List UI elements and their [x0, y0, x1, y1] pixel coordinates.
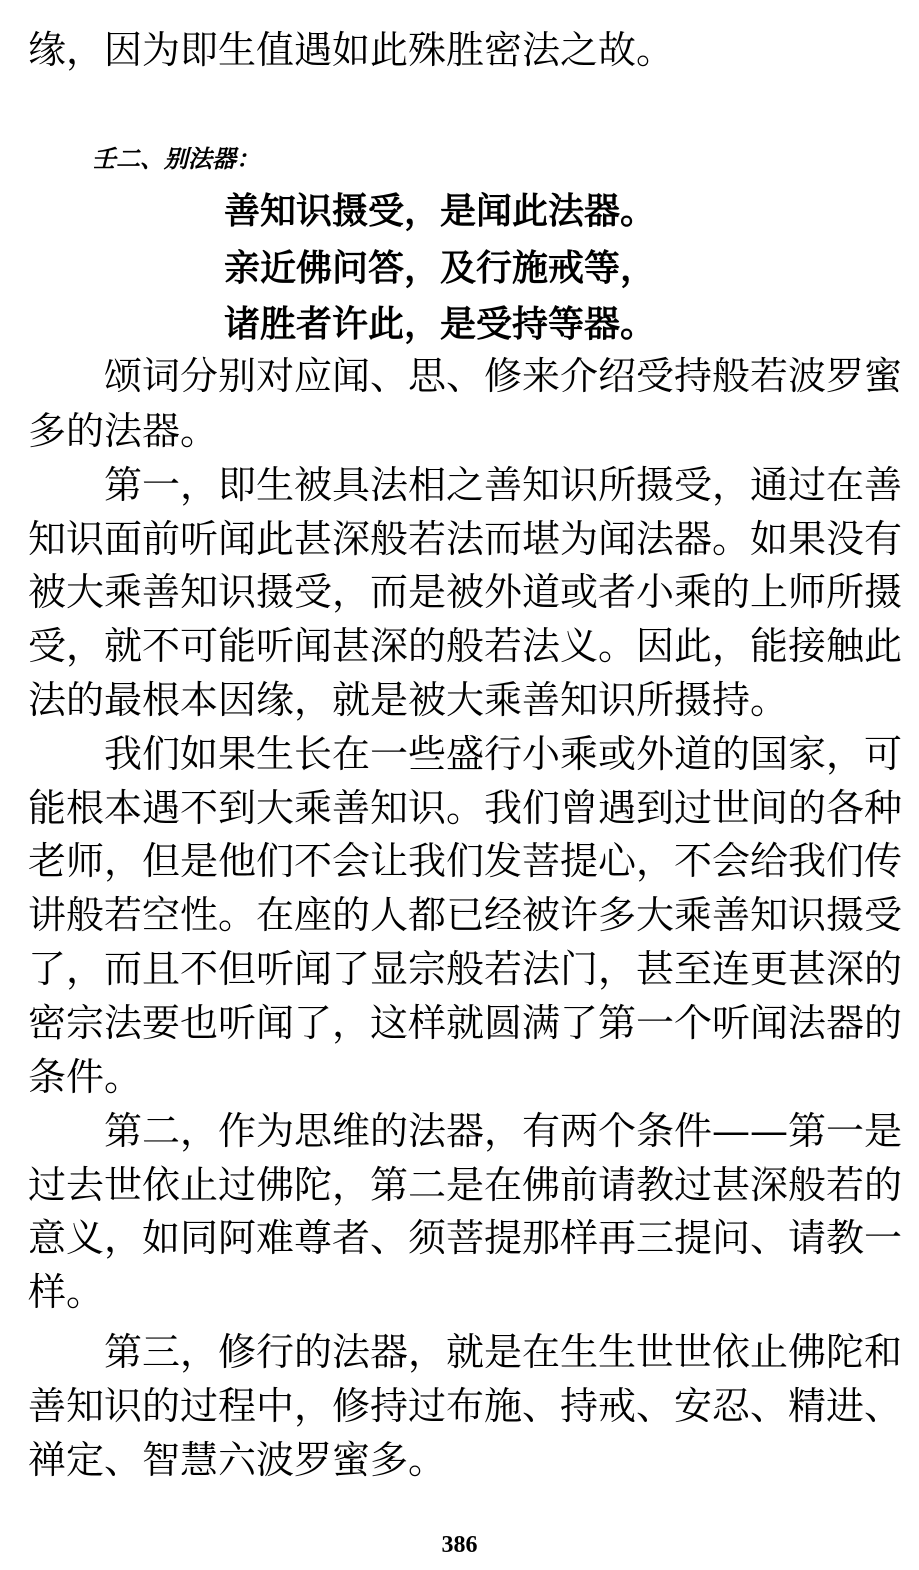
text-line: 善知识的过程中，修持过布施、持戒、安忍、精进、	[28, 1384, 903, 1428]
text-line: 法的最根本因缘，就是被大乘善知识所摄持。	[28, 678, 789, 722]
opening-line: 缘，因为即生值遇如此殊胜密法之故。	[28, 28, 675, 72]
text-line: 意义，如同阿难尊者、须菩提那样再三提问、请教一	[28, 1216, 903, 1260]
text-line: 被大乘善知识摄受，而是被外道或者小乘的上师所摄	[28, 570, 903, 614]
text-line: 讲般若空性。在座的人都已经被许多大乘善知识摄受	[28, 893, 903, 937]
text-line: 老师，但是他们不会让我们发菩提心，不会给我们传	[28, 839, 903, 883]
text-line: 我们如果生长在一些盛行小乘或外道的国家，可	[104, 732, 903, 776]
text-line: 第二，作为思维的法器，有两个条件——第一是	[104, 1109, 903, 1153]
text-line: 了，而且不但听闻了显宗般若法门，甚至连更甚深的	[28, 947, 903, 991]
section-heading: 壬二、别法器：	[92, 145, 260, 173]
text-line: 第一，即生被具法相之善知识所摄受，通过在善	[104, 463, 903, 507]
verse-line: 亲近佛问答，及行施戒等，	[224, 248, 657, 289]
text-line: 过去世依止过佛陀，第二是在佛前请教过甚深般若的	[28, 1163, 903, 1207]
verse-line: 善知识摄受，是闻此法器。	[224, 191, 657, 232]
text-line: 多的法器。	[28, 409, 219, 453]
text-line: 第三，修行的法器，就是在生生世世依止佛陀和	[104, 1330, 903, 1374]
verse-line: 诸胜者许此，是受持等器。	[224, 304, 657, 345]
text-line: 样。	[28, 1270, 105, 1314]
text-line: 颂词分别对应闻、思、修来介绍受持般若波罗蜜	[104, 354, 903, 398]
text-line: 条件。	[28, 1055, 143, 1099]
text-line: 受，就不可能听闻甚深的般若法义。因此，能接触此	[28, 624, 903, 668]
text-line: 能根本遇不到大乘善知识。我们曾遇到过世间的各种	[28, 786, 903, 830]
text-line: 知识面前听闻此甚深般若法而堪为闻法器。如果没有	[28, 517, 903, 561]
text-line: 密宗法要也听闻了，这样就圆满了第一个听闻法器的	[28, 1001, 903, 1045]
text-line: 禅定、智慧六波罗蜜多。	[28, 1438, 447, 1482]
page-number: 386	[441, 1532, 478, 1558]
